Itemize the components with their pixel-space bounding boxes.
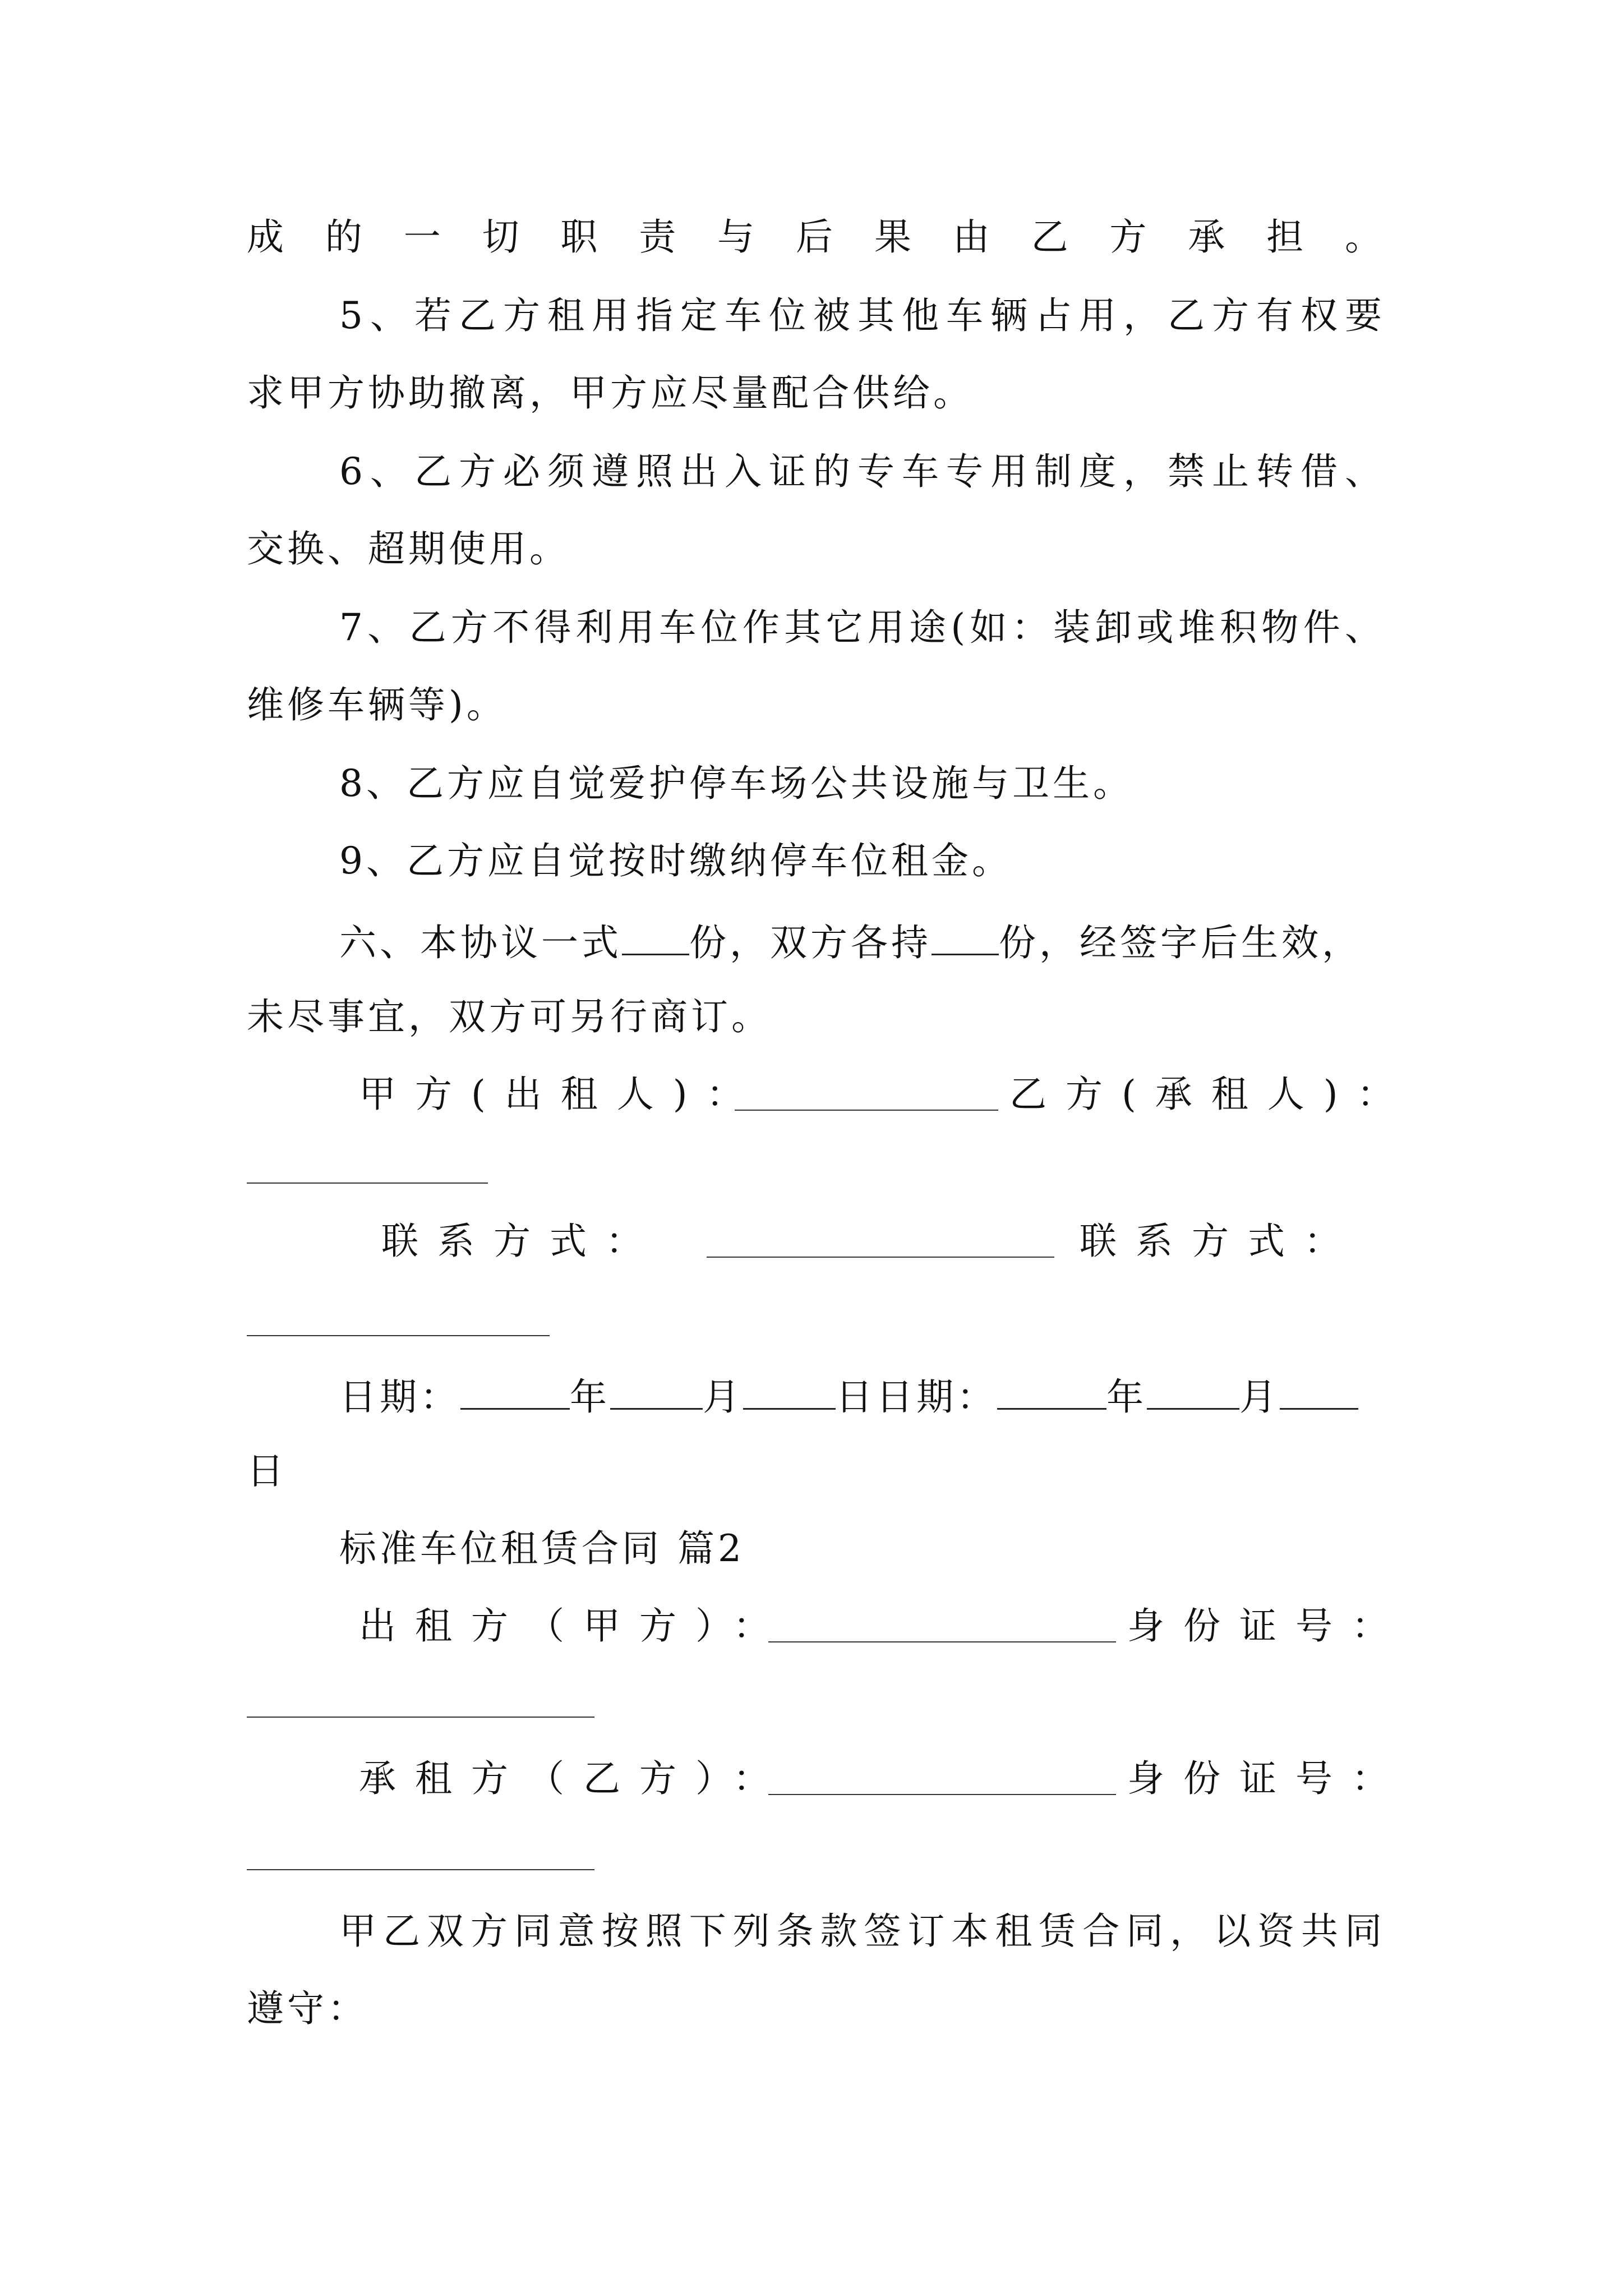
contact-a-blank[interactable] xyxy=(707,1257,1054,1258)
clause-six-text-a: 六、本协议一式 xyxy=(339,921,622,964)
clause-7-line-2: 维修车辆等)。 xyxy=(247,683,507,726)
contact-b-blank[interactable] xyxy=(247,1335,550,1336)
date-b-year-label: 年 xyxy=(1106,1375,1147,1419)
date-a-day-blank[interactable] xyxy=(743,1375,836,1410)
date-line xyxy=(339,1375,1385,1419)
date-a-year-label: 年 xyxy=(570,1375,610,1419)
date-b-month-label: 月 xyxy=(1239,1375,1280,1419)
id-no-1-blank[interactable] xyxy=(247,1717,594,1718)
date-b-day-blank[interactable] xyxy=(1280,1375,1358,1410)
clause-5-line-2: 求甲方协助撤离，甲方应尽量配合供给。 xyxy=(247,371,974,415)
copies-blank-2[interactable] xyxy=(932,921,999,955)
date-b-year-blank[interactable] xyxy=(997,1375,1106,1410)
date-a-month-blank[interactable] xyxy=(610,1375,703,1410)
clause-5-line-1: 5、若乙方租用指定车位被其他车辆占用，乙方有权要 xyxy=(339,294,1385,337)
party-a-blank[interactable] xyxy=(735,1110,998,1111)
copies-blank-1[interactable] xyxy=(622,921,689,955)
lessor-label: 出租方（甲方）： xyxy=(359,1604,789,1648)
id-no-2-blank[interactable] xyxy=(247,1869,594,1870)
agreement-line-2: 遵守： xyxy=(247,1987,368,2030)
id-no-2-label: 身份证号： xyxy=(1127,1757,1408,1800)
clause-six-line-1 xyxy=(339,921,1385,964)
lessee-label: 承租方（乙方）： xyxy=(359,1757,789,1800)
agreement-line-1: 甲乙双方同意按照下列条款签订本租赁合同，以资共同 xyxy=(339,1910,1385,1953)
contact-b-label: 联系方式： xyxy=(1080,1220,1360,1263)
party-b-blank[interactable] xyxy=(247,1182,488,1184)
lessee-blank[interactable] xyxy=(768,1794,1116,1795)
date-a-year-blank[interactable] xyxy=(460,1375,570,1410)
date-b-day-label: 日 xyxy=(247,1450,287,1493)
id-no-1-label: 身份证号： xyxy=(1127,1604,1408,1648)
paragraph-line: 成的一切职责与后果由乙方承担。 xyxy=(247,215,1385,259)
party-b-label: 乙方(承租人)： xyxy=(1009,1073,1413,1116)
date-a-label: 日期： xyxy=(339,1375,460,1419)
clause-6-line-1: 6、乙方必须遵照出入证的专车专用制度，禁止转借、 xyxy=(339,450,1385,493)
date-b-month-blank[interactable] xyxy=(1147,1375,1239,1410)
clause-9: 9、乙方应自觉按时缴纳停车位租金。 xyxy=(339,839,1012,882)
clause-8: 8、乙方应自觉爱护停车场公共设施与卫生。 xyxy=(339,762,1133,805)
party-a-label: 甲方(出租人)： xyxy=(359,1073,763,1116)
date-b-label: 日日期： xyxy=(836,1375,997,1419)
clause-six-line-2: 未尽事宜，双方可另行商订。 xyxy=(247,995,772,1038)
clause-7-line-1: 7、乙方不得利用车位作其它用途(如：装卸或堆积物件、 xyxy=(339,606,1385,649)
contact-a-label: 联系方式： xyxy=(381,1220,662,1263)
clause-six-text-c: 份，经签字后生效， xyxy=(999,921,1362,964)
section-2-heading: 标准车位租赁合同 篇2 xyxy=(339,1527,745,1570)
date-a-month-label: 月 xyxy=(703,1375,743,1419)
clause-6-line-2: 交换、超期使用。 xyxy=(247,527,570,570)
clause-six-text-b: 份，双方各持 xyxy=(689,921,932,964)
lessor-blank[interactable] xyxy=(768,1641,1116,1642)
